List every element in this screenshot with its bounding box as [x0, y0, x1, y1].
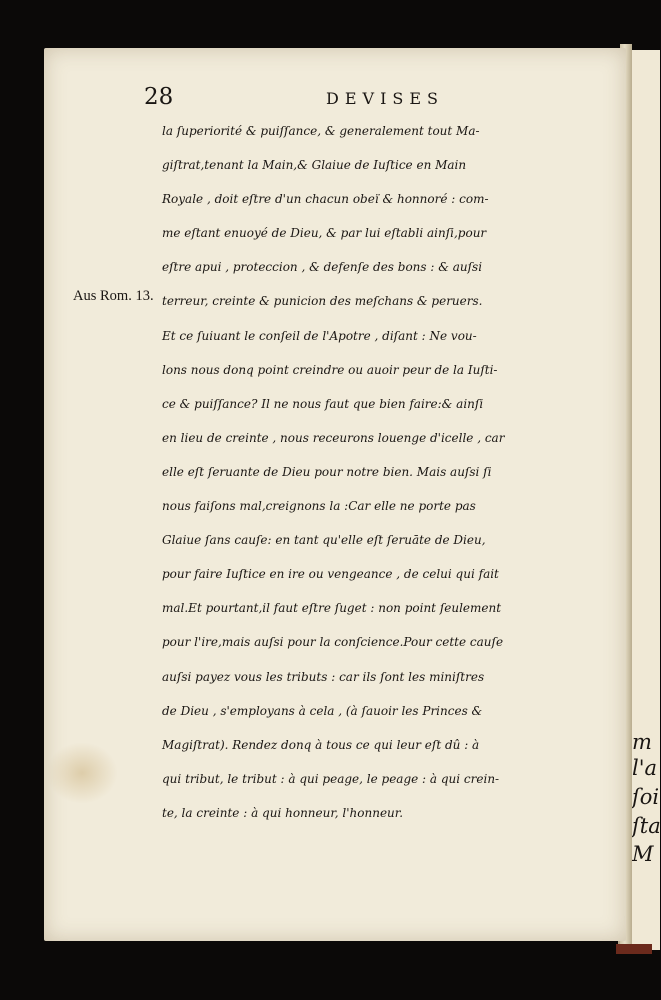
text-line: en lieu de creinte , nous receurons louenge d'icelle , car	[162, 430, 505, 445]
text-line: lons nous donq point creindre ou auoir peur de la Iuſti-	[162, 362, 498, 377]
text-line: pour faire Iuſtice en ire ou vengeance , de celui qui fait	[162, 567, 499, 582]
text-line: nous faiſons mal,creignons la :Car elle ne porte pas	[162, 499, 476, 514]
text-line: pour l'ire,mais auſsi pour la conſcience.Pour cette cauſe	[162, 635, 504, 650]
facing-page-fragment: m	[632, 730, 652, 754]
text-line: auſsi payez vous les tributs : car ils ſont les miniſtres	[162, 669, 485, 684]
text-line: te, la creinte : à qui honneur, l'honneur.	[162, 805, 404, 820]
text-line: Glaiue ſans cauſe: en tant qu'elle eſt ſeruāte de Dieu,	[162, 533, 486, 548]
text-line: Magiſtrat). Rendez donq à tous ce qui leur eſt dû : à	[162, 737, 480, 752]
facing-page-fragment: l'a	[632, 756, 658, 780]
text-line: giſtrat,tenant la Main,& Glaiue de Iuſtice en Main	[162, 158, 467, 173]
text-line: la ſuperiorité & puiſſance, & generalement tout Ma-	[162, 124, 480, 138]
binding	[616, 944, 652, 954]
text-line: Et ce ſuiuant le conſeil de l'Apotre , diſant : Ne vou-	[162, 328, 477, 343]
text-line: ce & puiſſance? Il ne nous faut que bien faire:& ainſi	[162, 396, 484, 411]
margin-note: Aus Rom. 13.	[73, 288, 154, 304]
text-line: qui tribut, le tribut : à qui peage, le peage : à qui crein-	[162, 771, 500, 786]
text-line: mal.Et pourtant,il faut eſtre ſuget : non point ſeulement	[162, 601, 502, 616]
facing-page-fragment: ſoi	[632, 785, 660, 809]
text-line: de Dieu , s'employans à cela , (à ſauoir les Princes &	[162, 703, 483, 718]
facing-page-fragment: ſta	[632, 814, 661, 838]
text-line: terreur, creinte & punicion des meſchans & peruers.	[162, 294, 483, 309]
running-head: DEVISES	[326, 89, 444, 108]
text-line: me eſtant enuoyé de Dieu, & par lui eſtabli ainſi,pour	[162, 226, 487, 241]
text-line: elle eſt ſeruante de Dieu pour notre bien. Mais auſsi ſi	[162, 464, 492, 479]
text-line: eſtre apui , proteccion , & defenſe des bons : & auſsi	[162, 260, 483, 275]
facing-page-fragment: M	[632, 842, 654, 866]
text-line: Royale , doit eſtre d'un chacun obeï & honnoré : com-	[162, 192, 489, 207]
paper-stain	[46, 742, 118, 804]
page-number: 28	[144, 84, 174, 110]
body-text	[162, 114, 624, 830]
